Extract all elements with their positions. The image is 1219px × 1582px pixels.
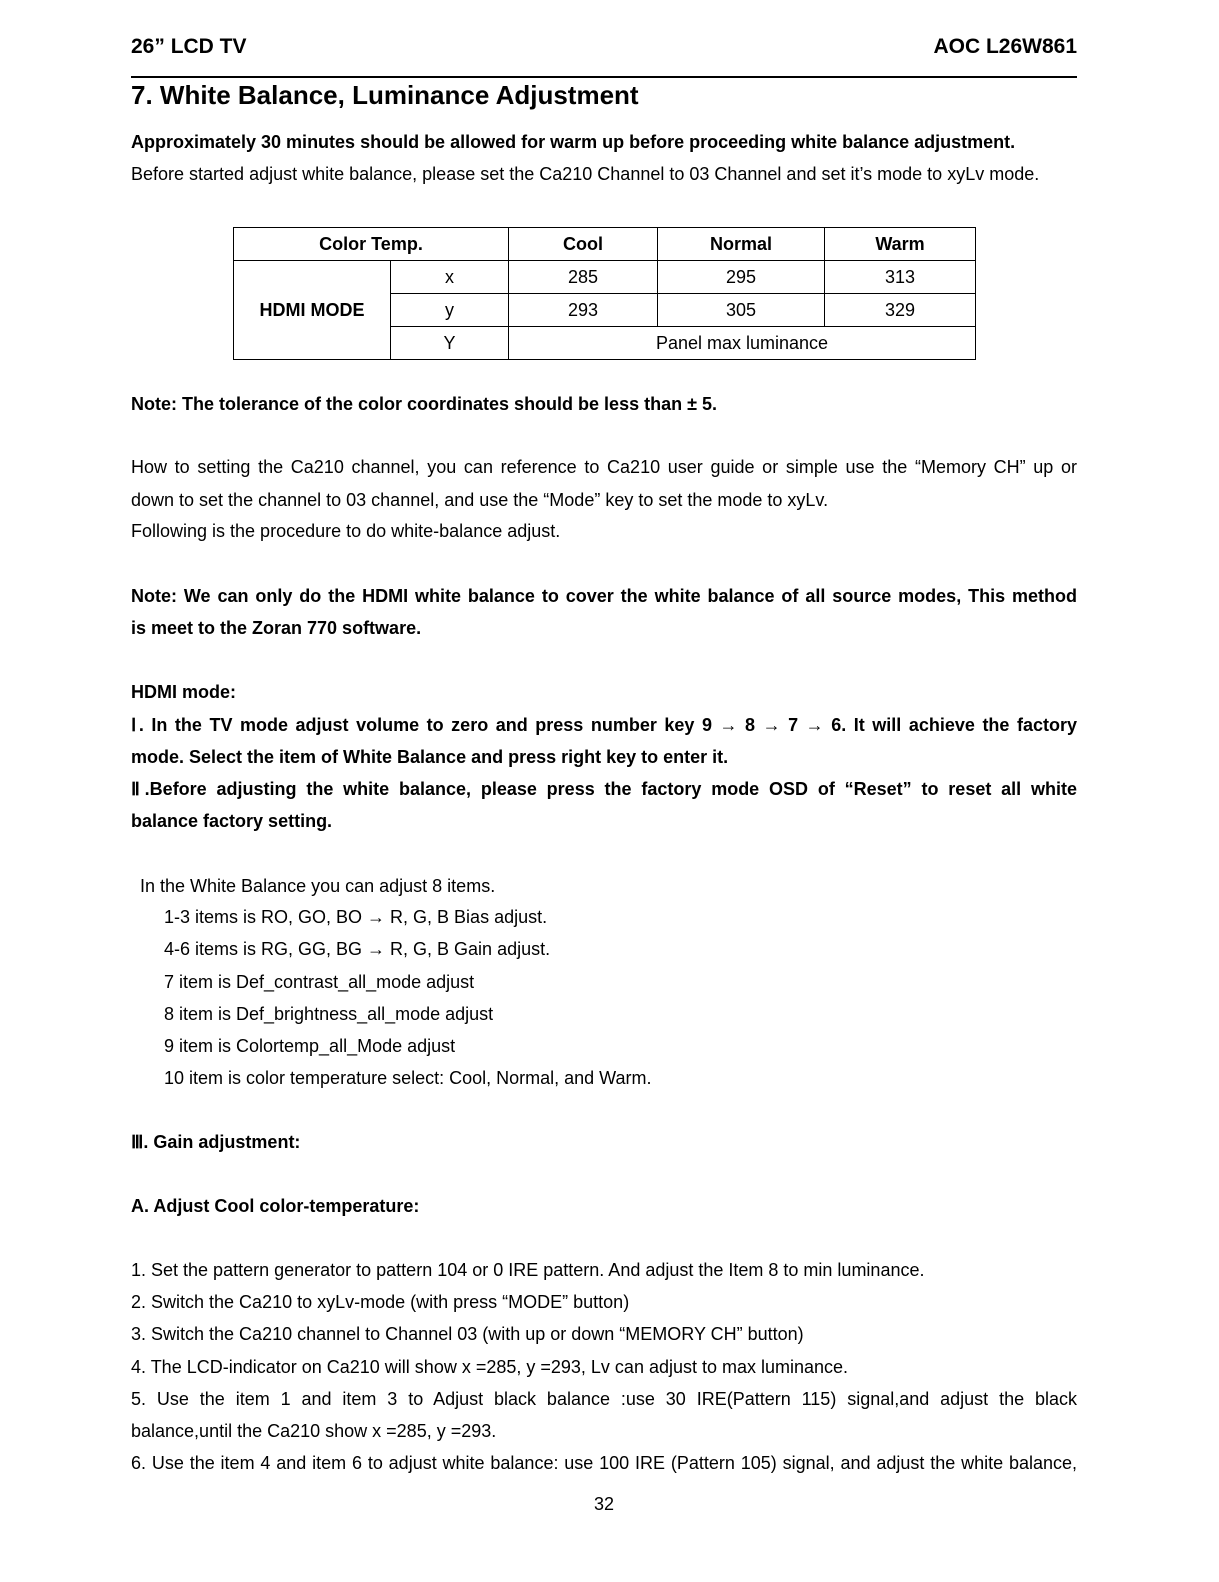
hdmi-mode-heading: HDMI mode:	[131, 682, 236, 702]
list-item: 10 item is color temperature select: Cool, Normal, and Warm.	[164, 1068, 652, 1088]
header-right: AOC L26W861	[933, 35, 1077, 58]
items-intro: In the White Balance you can adjust 8 items.	[140, 876, 496, 896]
hdmi-step1-line-1: Ⅰ. In the TV mode adjust volume to zero and press number key 9 → 8 → 7 → 6. It will achieve the factory	[131, 715, 1077, 735]
step-3: 3. Switch the Ca210 channel to Channel 03 (with up or down “MEMORY CH” button)	[131, 1324, 804, 1344]
intro-text: Before started adjust white balance, please set the Ca210 Channel to 03 Channel and set it’s mode to xyLv mode.	[131, 164, 1040, 184]
table-header-row	[234, 228, 976, 261]
howto-line-1: How to setting the Ca210 channel, you can reference to Ca210 user guide or simple use the “Memory CH” up or	[131, 457, 1077, 477]
th-cool: Cool	[509, 228, 658, 261]
cell-luminance: Panel max luminance	[509, 327, 976, 360]
howto-line-2: down to set the channel to 03 channel, and use the “Mode” key to set the mode to xyLv.	[131, 490, 829, 510]
list-item: 1-3 items is RO, GO, BO → R, G, B Bias adjust.	[164, 907, 548, 927]
hdmi-step1-line-2: mode. Select the item of White Balance and press right key to enter it.	[131, 747, 729, 767]
list-item: 7 item is Def_contrast_all_mode adjust	[164, 972, 475, 992]
list-item: 4-6 items is RG, GG, BG → R, G, B Gain adjust.	[164, 939, 551, 959]
color-temp-table	[233, 227, 976, 360]
howto-line-3: Following is the procedure to do white-balance adjust.	[131, 521, 561, 541]
step-6: 6. Use the item 4 and item 6 to adjust white balance: use 100 IRE (Pattern 105) signal, and adjust the white balance,	[131, 1453, 1077, 1473]
header-left: 26” LCD TV	[131, 35, 247, 58]
cell-x-cool: 285	[509, 261, 658, 294]
th-color-temp: Color Temp.	[234, 228, 509, 261]
step-2: 2. Switch the Ca210 to xyLv-mode (with press “MODE” button)	[131, 1292, 630, 1312]
step-1: 1. Set the pattern generator to pattern 104 or 0 IRE pattern. And adjust the Item 8 to min luminance.	[131, 1260, 925, 1280]
page-number: 32	[593, 1494, 615, 1514]
th-normal: Normal	[658, 228, 825, 261]
cell-x-normal: 295	[658, 261, 825, 294]
note-hdmi-line-2: is meet to the Zoran 770 software.	[131, 618, 422, 638]
cell-x-warm: 313	[825, 261, 976, 294]
mode-cell: HDMI MODE	[234, 261, 391, 360]
list-item: 8 item is Def_brightness_all_mode adjust	[164, 1004, 494, 1024]
intro-bold: Approximately 30 minutes should be allowed for warm up before proceeding white balance adjustment.	[131, 132, 1016, 152]
cell-y-normal: 305	[658, 294, 825, 327]
step-5-line-1: 5. Use the item 1 and item 3 to Adjust black balance :use 30 IRE(Pattern 115) signal,and adjust the black	[131, 1389, 1077, 1409]
hdmi-step2-line-1: Ⅱ.Before adjusting the white balance, please press the factory mode OSD of “Reset” to reset all white	[131, 779, 1077, 799]
note-tolerance: Note: The tolerance of the color coordinates should be less than ± 5.	[131, 394, 717, 414]
list-item: 9 item is Colortemp_all_Mode adjust	[164, 1036, 456, 1056]
header-rule	[131, 76, 1077, 78]
cell-y-warm: 329	[825, 294, 976, 327]
hdmi-step2-line-2: balance factory setting.	[131, 811, 333, 831]
th-warm: Warm	[825, 228, 976, 261]
cell-label-Y: Y	[391, 327, 509, 360]
section-title: 7. White Balance, Luminance Adjustment	[131, 80, 639, 110]
step-5-line-2: balance,until the Ca210 show x =285, y =293.	[131, 1421, 497, 1441]
cool-subheading: A. Adjust Cool color-temperature:	[131, 1196, 420, 1216]
step-4: 4. The LCD-indicator on Ca210 will show x =285, y =293, Lv can adjust to max luminance.	[131, 1357, 849, 1377]
cell-label-x: x	[391, 261, 509, 294]
cell-y-cool: 293	[509, 294, 658, 327]
table-row-x	[234, 261, 976, 294]
gain-heading: Ⅲ. Gain adjustment:	[131, 1132, 301, 1152]
note-hdmi-line-1: Note: We can only do the HDMI white balance to cover the white balance of all source modes, This method	[131, 586, 1077, 606]
cell-label-y: y	[391, 294, 509, 327]
